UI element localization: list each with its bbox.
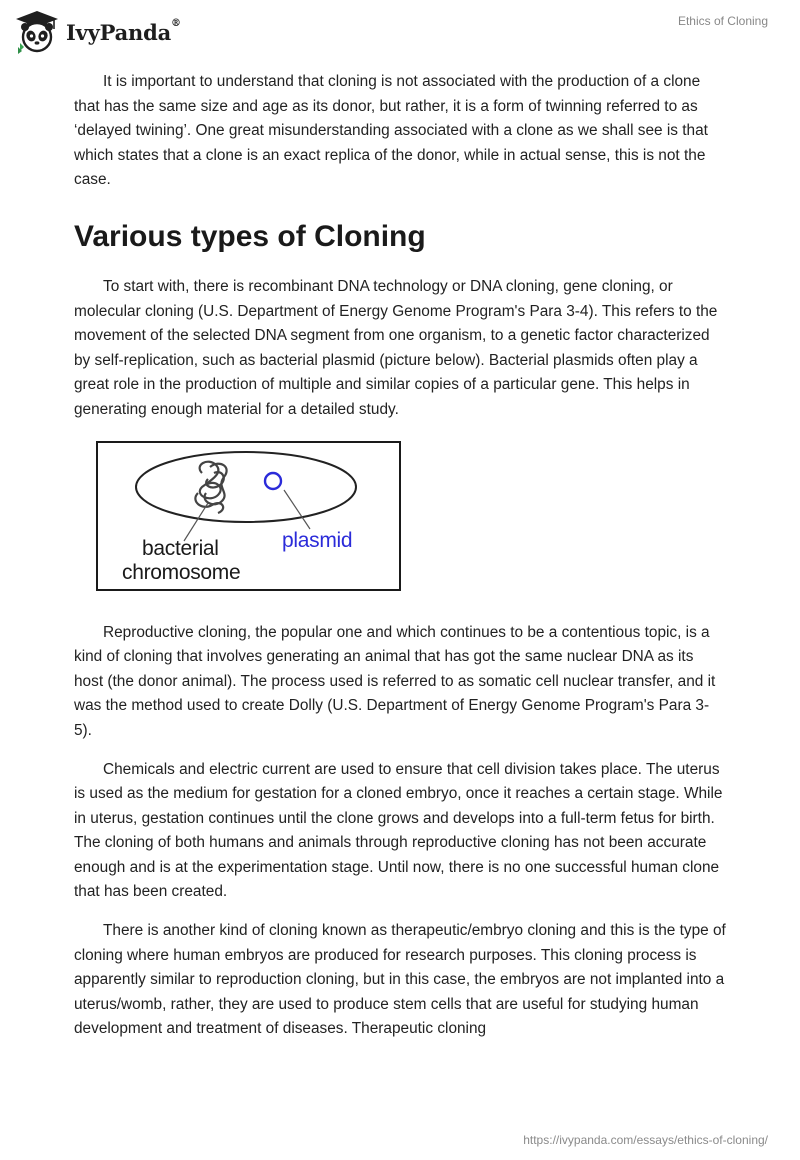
bacteria-plasmid-figure [96,441,401,591]
ivypanda-logo[interactable] [14,6,194,58]
chromosome-pointer [184,503,208,541]
label-plasmid: plasmid [282,528,353,552]
registered-mark: ® [171,17,181,29]
source-url-link[interactable]: https://ivypanda.com/essays/ethics-of-cloning/ [523,1133,768,1147]
document-title: Ethics of Cloning [677,14,768,28]
plasmid-pointer [284,490,310,529]
cell-membrane [136,452,356,522]
paragraph-2: To start with, there is recombinant DNA technology or DNA cloning, gene cloning, or molecular cloning (U.S. Department of Energy Genome Program's Para 3-4). This refers to the movement of the selected DNA segment from one organism, to a genetic factor characterized by self-replication, such as bacterial plasmid (picture below). Bacterial plasmids often play a great role in the production of multiple and similar copies of a particular gene. This helps in generating enough material for a detailed study. [74,277,718,418]
paragraph-5: There is another kind of cloning known as therapeutic/embryo cloning and this is the type of cloning where human embryos are produced for research purposes. This cloning process is apparently similar to reproduction cloning, but in this case, the embryos are not implanted into a uterus/womb, rather, they are used to produce stem cells that are useful for studying human development and treatment of diseases. Therapeutic cloning [74,922,726,1038]
label-bacterial: bacterial [142,536,219,560]
label-chromosome: chromosome [122,560,241,584]
chromosome-tangle [195,461,226,512]
logo-wordmark: IvyPanda® [66,17,181,45]
paragraph-4: Chemicals and electric current are used to ensure that cell division takes place. The uterus is used as the medium for gestation for a cloned embryo, once it reaches a certain stage. While in uterus, gestation continues until the clone grows and develops into a full-term fetus for birth. The cloning of both humans and animals through reproductive cloning has not been accurate enough and is at the experimentation stage. Until now, there is no one successful human clone that has been created. [74,760,723,901]
paragraph-3: Reproductive cloning, the popular one and which continues to be a contentious topic, is a kind of cloning that involves generating an animal that has got the same nuclear DNA as its host (the donor animal). The process used is referred to as somatic cell nuclear transfer, and it was the method used to create Dolly (U.S. Department of Energy Genome Program's Para 3-5). [74,623,716,739]
section-heading: Various types of Cloning [74,219,426,253]
essay-body [74,70,726,1056]
paragraph-1: It is important to understand that cloning is not associated with the production of a clone that has the same size and age as its donor, but rather, it is a form of twinning referred to as ‘delayed twining’. One great misunderstanding associated with a clone as we shall see is that which states that a clone is an exact replica of the donor, while in actual sense, this is not the case. [74,73,708,189]
plasmid-ring [265,473,281,489]
page-header [0,0,800,62]
panda-graduate-icon [14,9,60,55]
